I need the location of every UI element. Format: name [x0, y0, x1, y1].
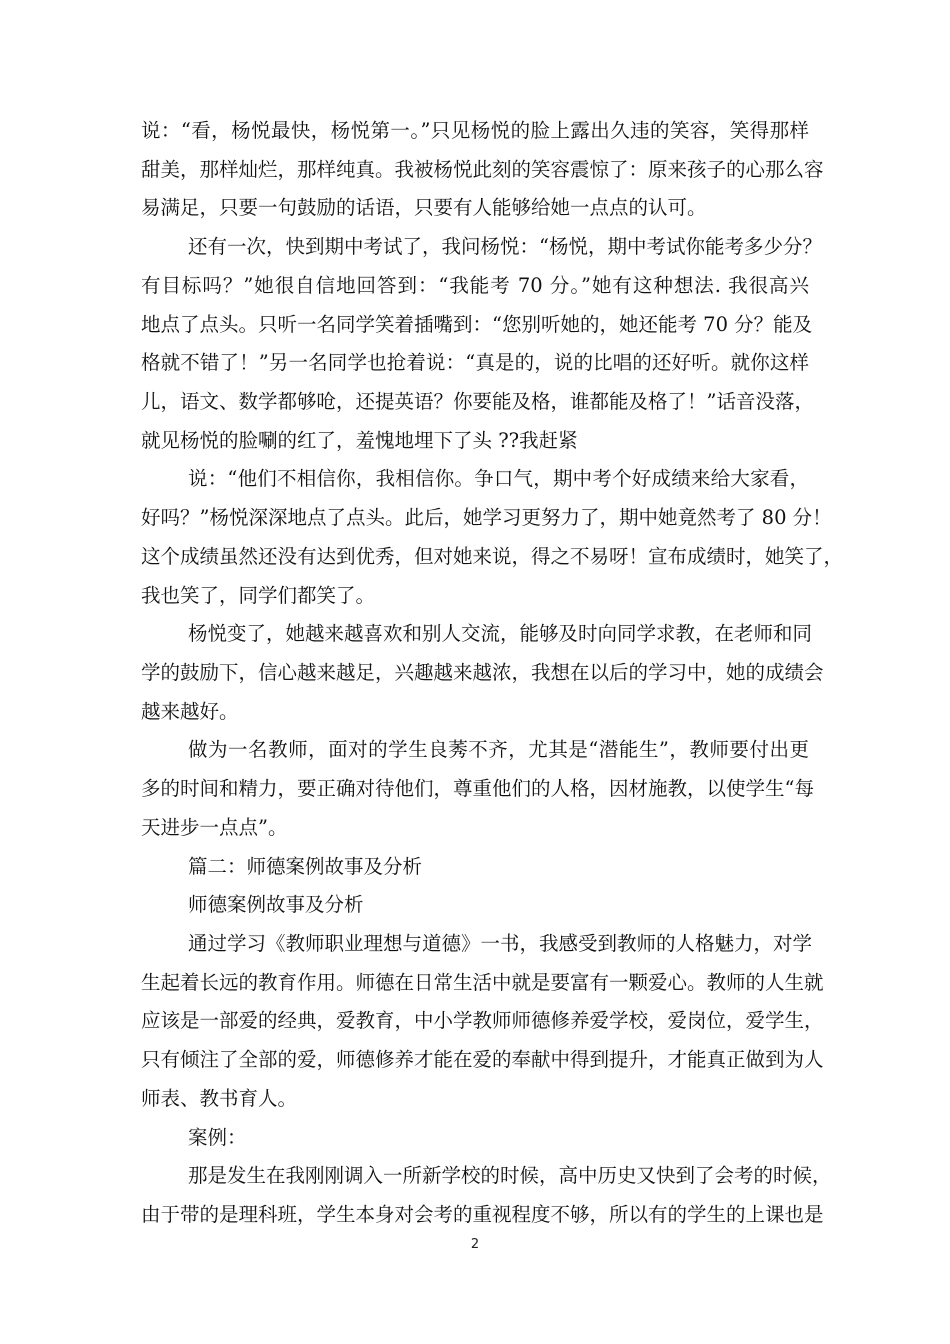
text-line: 说：“他们不相信你，我相信你。争口气，期中考个好成绩来给大家看，	[188, 467, 809, 490]
text-line: 生起着长远的教育作用。师德在日常生活中就是要富有一颗爱心。教师的人生就	[141, 971, 824, 994]
text-line: 杨悦变了，她越来越喜欢和别人交流，能够及时向同学求教，在老师和同	[188, 622, 813, 645]
text-line: 易满足，只要一句鼓励的话语，只要有人能够给她一点点的认可。	[141, 196, 707, 219]
text-line: 好吗？”杨悦深深地点了点头。此后，她学习更努力了，期中她竟然考了 80 分！	[141, 506, 832, 529]
text-line: 越来越好。	[141, 700, 239, 723]
text-line: 地点了点头。只听一名同学笑着插嘴到：“您别听她的，她还能考 70 分？能及	[141, 313, 813, 336]
text-line: 那是发生在我刚刚调入一所新学校的时候，高中历史又快到了会考的时候，	[188, 1164, 832, 1187]
text-line: 我也笑了，同学们都笑了。	[141, 584, 376, 607]
section-title: 师德案例故事及分析	[188, 893, 364, 916]
text-line: 儿，语文、数学都够呛，还提英语？你要能及格，谁都能及格了！”话音没落，	[141, 390, 814, 413]
text-line: 学的鼓励下，信心越来越足，兴趣越来越浓，我想在以后的学习中，她的成绩会	[141, 661, 824, 684]
text-line: 应该是一部爱的经典，爱教育，中小学教师师德修养爱学校，爱岗位，爱学生，	[141, 1009, 824, 1032]
text-line: 天进步一点点”。	[141, 816, 288, 839]
text-line: 师表、教书育人。	[141, 1087, 298, 1110]
page-number: 2	[470, 1237, 480, 1252]
text-line: 这个成绩虽然还没有达到优秀，但对她来说，得之不易呀！宣布成绩时，她笑了，	[141, 545, 844, 568]
text-line: 有目标吗？”她很自信地回答到：“我能考 70 分。”她有这种想法. 我很高兴	[141, 274, 809, 297]
text-line: 格就不错了！”另一名同学也抢着说：“真是的，说的比唱的还好听。就你这样	[141, 351, 809, 374]
text-line: 还有一次，快到期中考试了，我问杨悦：“杨悦，期中考试你能考多少分？	[188, 235, 822, 258]
case-label: 案例：	[188, 1126, 247, 1149]
text-line: 就见杨悦的脸唰的红了，羞愧地埋下了头 ??我赶紧	[141, 429, 578, 452]
text-line: 说：“看，杨悦最快，杨悦第一。”只见杨悦的脸上露出久违的笑容，笑得那样	[141, 119, 809, 142]
text-line: 做为一名教师，面对的学生良莠不齐，尤其是“潜能生”，教师要付出更	[188, 738, 809, 761]
text-line: 通过学习《教师职业理想与道德》一书，我感受到教师的人格魅力，对学	[188, 932, 813, 955]
text-line: 多的时间和精力，要正确对待他们，尊重他们的人格，因材施教，以使学生“每	[141, 777, 814, 800]
section-heading: 篇二：师德案例故事及分析	[188, 855, 423, 878]
text-line: 由于带的是理科班，学生本身对会考的重视程度不够，所以有的学生的上课也是	[141, 1203, 824, 1226]
text-line: 甜美，那样灿烂，那样纯真。我被杨悦此刻的笑容震惊了：原来孩子的心那么容	[141, 158, 824, 181]
text-line: 只有倾注了全部的爱，师德修养才能在爱的奉献中得到提升，才能真正做到为人	[141, 1048, 824, 1071]
